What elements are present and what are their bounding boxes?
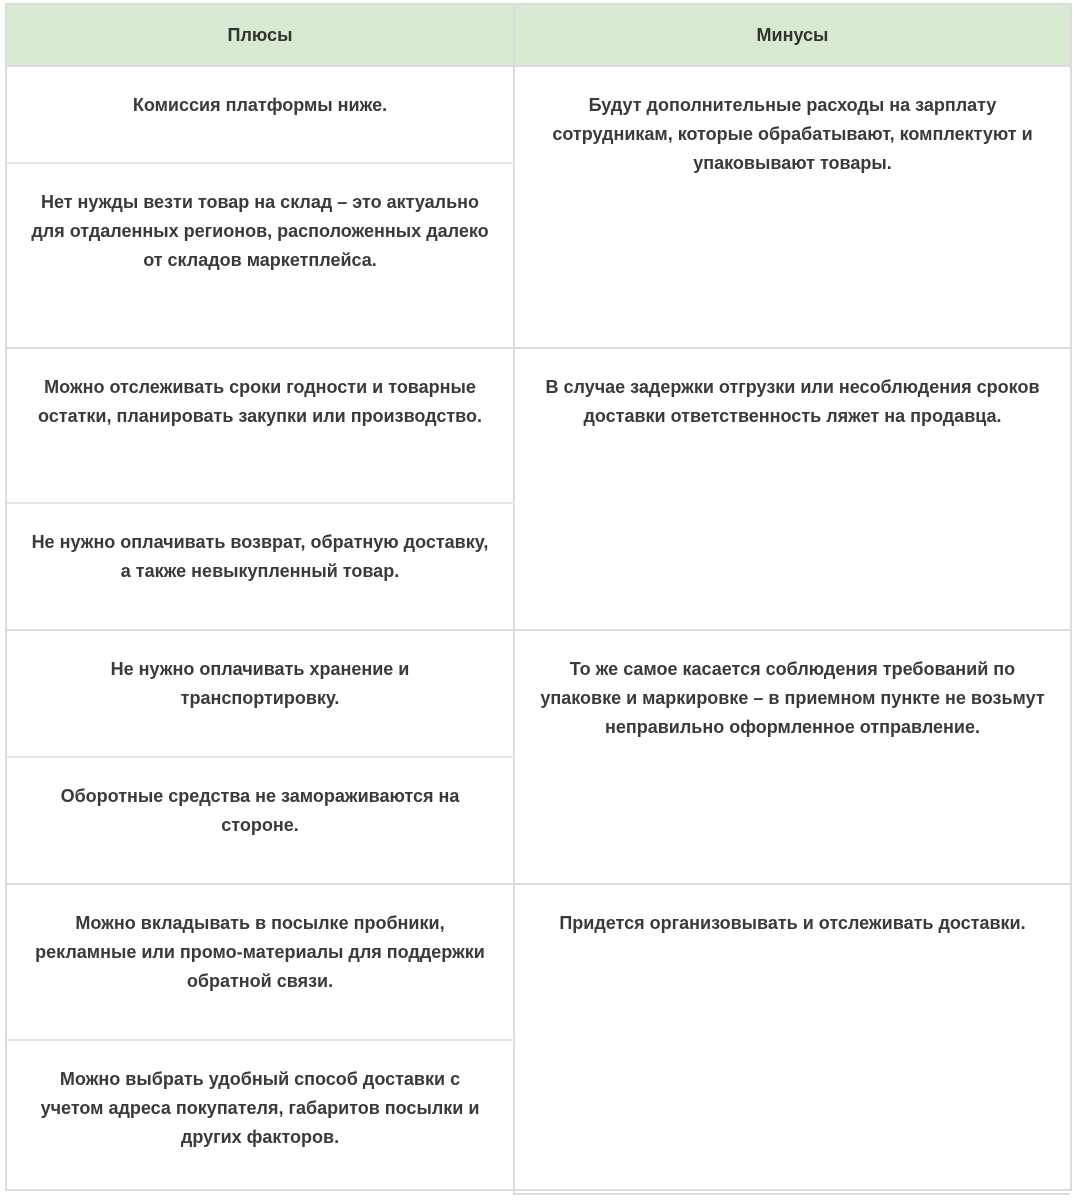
pro-cell: Комиссия платформы ниже.: [7, 66, 514, 163]
con-cell: То же самое касается соблюдения требований по упаковке и маркировке – в приемном пункте не возьмут неправильно оформленное отправление.: [514, 630, 1070, 884]
pro-cell: Оборотные средства не замораживаются на стороне.: [7, 757, 514, 884]
pro-cell: Можно выбрать удобный способ доставки с учетом адреса покупателя, габаритов посылки и других факторов.: [7, 1040, 514, 1194]
cons-column-header: Минусы: [514, 5, 1070, 66]
pros-cons-table: [7, 5, 1070, 1195]
pros-column-header: Плюсы: [7, 5, 514, 66]
pro-cell: Можно отслеживать сроки годности и товарные остатки, планировать закупки или производство.: [7, 348, 514, 503]
pro-cell: Можно вкладывать в посылке пробники, рекламные или промо-материалы для поддержки обратной связи.: [7, 884, 514, 1040]
table-row: [7, 884, 1070, 1040]
con-cell: Будут дополнительные расходы на зарплату сотрудникам, которые обрабатывают, комплектуют и упаковывают товары.: [514, 66, 1070, 348]
pro-cell: Нет нужды везти товар на склад – это актуально для отдаленных регионов, расположенных далеко от складов маркетплейса.: [7, 163, 514, 348]
header-row: [7, 5, 1070, 66]
pro-cell: Не нужно оплачивать хранение и транспортировку.: [7, 630, 514, 757]
table-row: [7, 66, 1070, 163]
pro-cell: Не нужно оплачивать возврат, обратную доставку, а также невыкупленный товар.: [7, 503, 514, 630]
con-cell: В случае задержки отгрузки или несоблюдения сроков доставки ответственность ляжет на продавца.: [514, 348, 1070, 630]
con-cell: Придется организовывать и отслеживать доставки.: [514, 884, 1070, 1194]
pros-cons-table-container: [5, 3, 1072, 1191]
table-row: [7, 630, 1070, 757]
table-row: [7, 348, 1070, 503]
